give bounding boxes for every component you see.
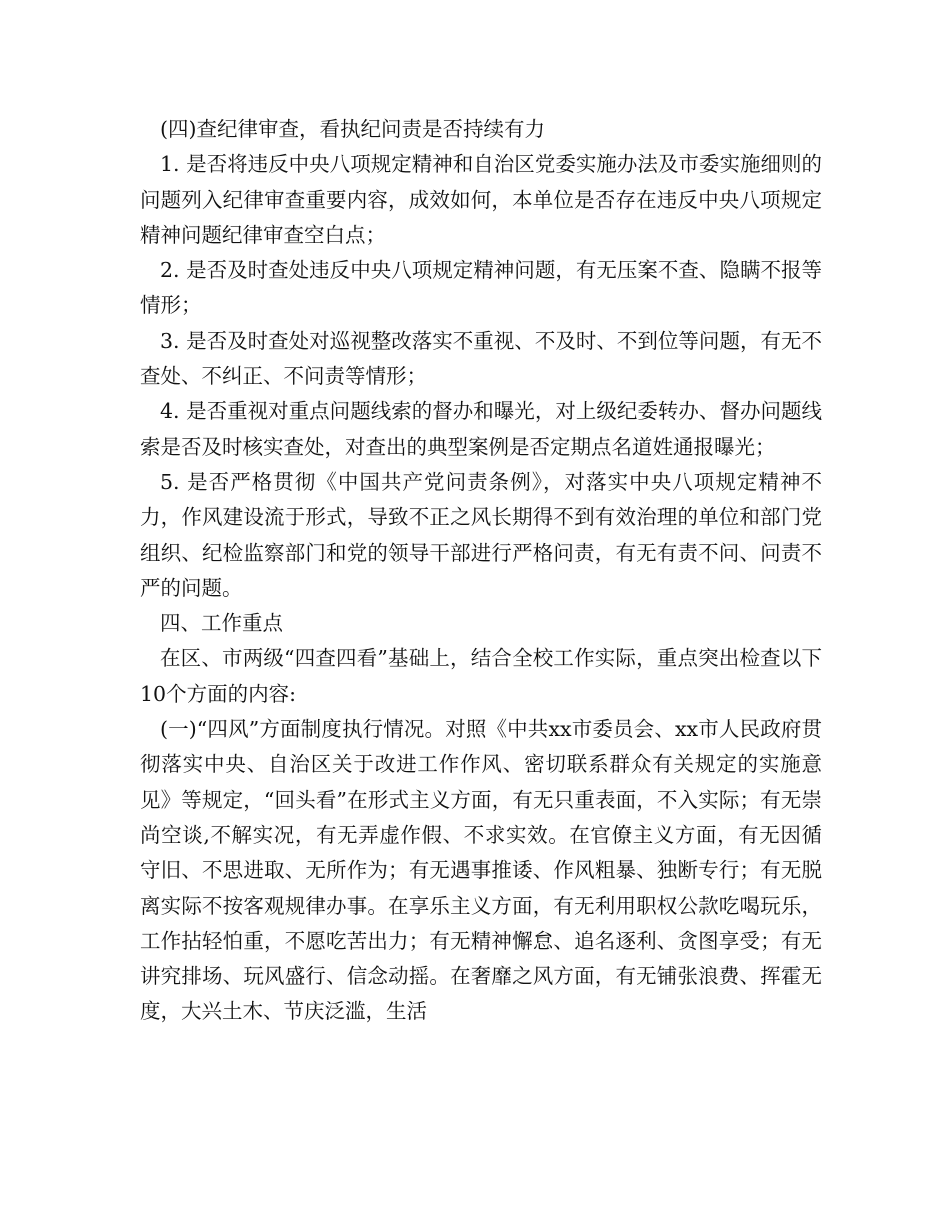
- list-item-1: 1. 是否将违反中央八项规定精神和自治区党委实施办法及市委实施细则的问题列入纪律审查重要内容，成效如何，本单位是否存在违反中央八项规定精神问题纪律审查空白点；: [140, 152, 822, 247]
- body-paragraph-four-styles: (一)“四风”方面制度执行情况。对照《中共xx市委员会、xx市人民政府贯彻落实中央、自治区关于改进工作作风、密切联系群众有关规定的实施意见》等规定，“回头看”在形式主义方面，有无只重表面，不入实际；有无崇尚空谈,不解实况，有无弄虚作假、不求实效。在官僚主义方面，有无因循守旧、不思进取、无所作为；有无遇事推诿、作风粗暴、独断专行；有无脱离实际不按客观规律办事。在享乐主义方面，有无利用职权公款吃喝玩乐，工作拈轻怕重，不愿吃苦出力；有无精神懈怠、追名逐利、贪图享受；有无讲究排场、玩风盛行、信念动摇。在奢靡之风方面，有无铺张浪费、挥霍无度，大兴土木、节庆泛滥，生活: [140, 717, 822, 1024]
- list-item-2: 2. 是否及时查处违反中央八项规定精神问题，有无压案不查、隐瞒不报等情形；: [140, 258, 822, 318]
- document-body: [140, 112, 822, 1030]
- body-paragraph-intro: 在区、市两级“四查四看”基础上，结合全校工作实际，重点突出检查以下10个方面的内容:: [140, 646, 822, 706]
- section-heading-discipline-review: (四)查纪律审查，看执纪问责是否持续有力: [160, 117, 545, 141]
- list-item-3: 3. 是否及时查处对巡视整改落实不重视、不及时、不到位等问题，有无不查处、不纠正、不问责等情形；: [140, 328, 822, 389]
- list-item-4: 4. 是否重视对重点问题线索的督办和曝光，对上级纪委转办、督办问题线索是否及时核实查处，对查出的典型案例是否定期点名道姓通报曝光；: [140, 399, 822, 459]
- section-heading-work-focus: 四、工作重点: [160, 611, 283, 636]
- list-item-5: 5. 是否严格贯彻《中国共产党问责条例》，对落实中央八项规定精神不力，作风建设流于形式，导致不正之风长期得不到有效治理的单位和部门党组织、纪检监察部门和党的领导干部进行严格问责，有无有责不问、问责不严的问题。: [140, 469, 822, 600]
